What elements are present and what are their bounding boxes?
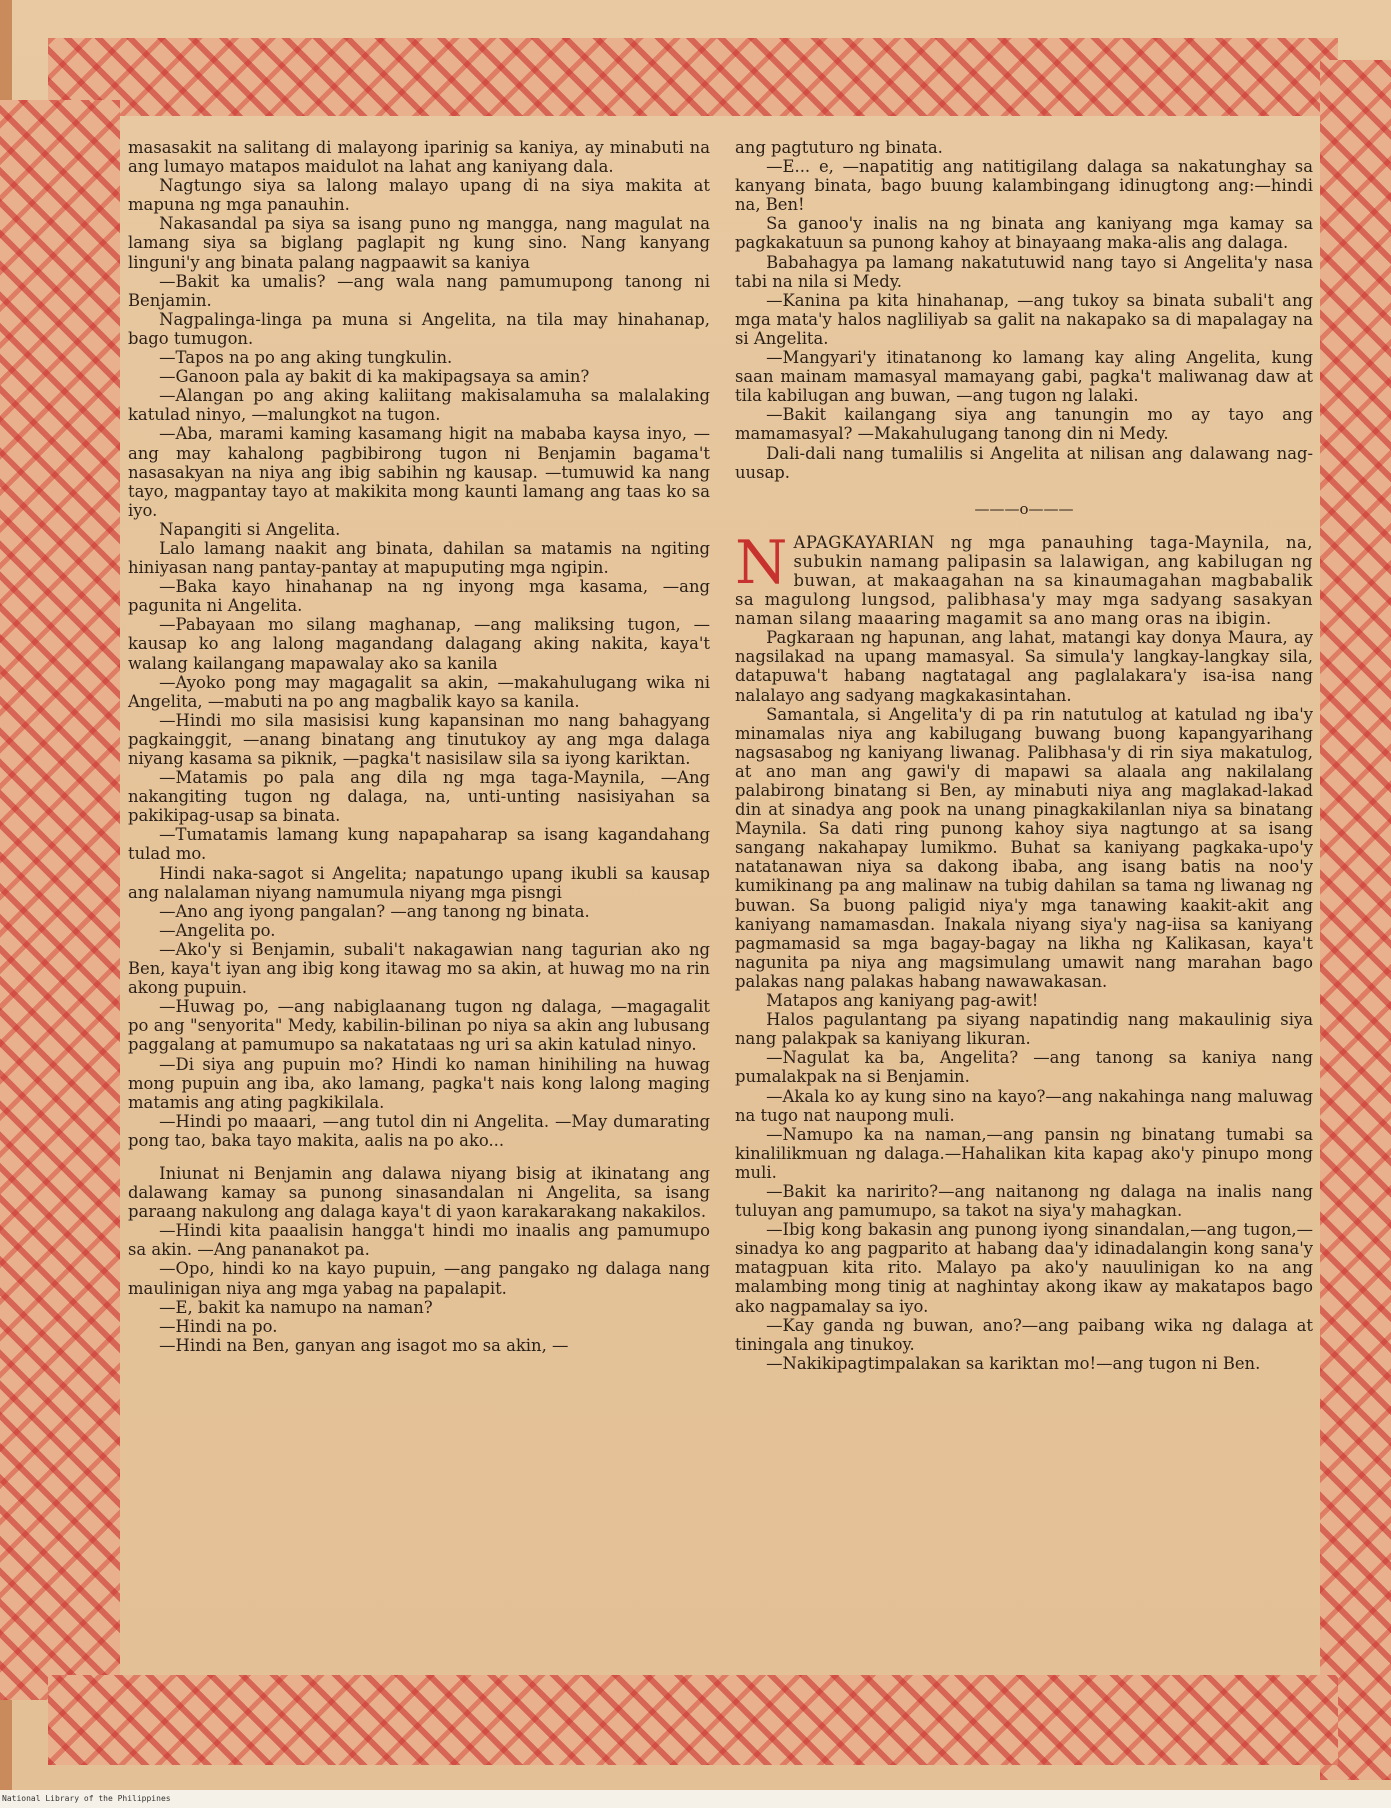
paragraph: —Ako'y si Benjamin, subali't nakagawian nang tagurian ako ng Ben, kaya't iyan ang ibig kong itawag mo sa akin, at huwag mo na rin akong pupuin. [128, 939, 710, 998]
paragraph: —Huwag po, —ang nabiglaanang tugon ng dalaga, —magagalit po ang "senyorita" Medy, kabilin-bilinan po niya sa akin ang lubusang paggalang at pamumupo sa nakatataas ng uri sa akin katulad ninyo. [128, 997, 710, 1055]
paragraph: —Hindi kita paaalisin hangga't hindi mo inaalis ang pamumupo sa akin. —Ang pananakot pa. [128, 1221, 710, 1260]
paragraph: Babahagya pa lamang nakatutuwid nang tayo si Angelita'y nasa tabi na nila si Medy. [735, 252, 1313, 291]
decorative-border-top [48, 38, 1338, 116]
paragraph: Pagkaraan ng hapunan, ang lahat, matangi kay donya Maura, ay nagsilakad na upang mamasyal. Sa simula'y langkay-langkay sila, datapuwa't habang nagtatagal ang paglalakara'y isa-isa nang nalalayo ang sadyang magkakasintahan. [735, 628, 1313, 705]
paragraph: —Matamis po pala ang dila ng mga taga-Maynila, —Ang nakangiting tugon ng dalaga, na, unti-unting nasisiyahan sa pakikipag-usap sa binata. [128, 768, 710, 826]
paragraph: Samantala, si Angelita'y di pa rin natutulog at katulad ng iba'y minamalas niya ang kabilugang buwang buong kapangyarihang nagsasabog ng kaniyang liwanag. Palibhasa'y di rin siya makatulog, at ano man ang gawi'y di mapawi sa alaala ang nakilalang palabirong binatang si Ben, ay minabuti niya ang maglakad-lakad din at sinadya ang pook na unang pinagkakilanlan niya sa binatang Maynila. Sa dati ring punong kahoy siya nagtungo at sa isang sangang nakahapay lumikmo. Buhat sa kaniyang pagkaka-upo'y natatanawan niya sa dakong ibaba, ang isang batis na noo'y kumikinang pa ang malinaw na tubig dahilan sa tama ng liwanag ng buwan. Sa buong paligid niya'y mga tanawing kaakit-akit ang kaniyang namamasdan. Inakala niyang siya'y nag-iisa sa kaniyang pagmamasid sa mga bagay-bagay na likha ng Kalikasan, kaya't nagunita pa niya ang magsimulang umawit nang marahan bago palakas nang palakas habang nawawakasan. [735, 704, 1313, 991]
right-text-column [735, 138, 1313, 1373]
paragraph: —Kanina pa kita hinahanap, —ang tukoy sa binata subali't ang mga mata'y halos nagliliyab sa galit na nakapako sa di mapalagay na si Angelita. [735, 290, 1313, 348]
paragraph: —Akala ko ay kung sino na kayo?—ang nakahinga nang maluwag na tugo nat naupong muli. [735, 1086, 1313, 1125]
right-column-bottom-text [735, 628, 1313, 1373]
paragraph: —Hindi mo sila masisisi kung kapansinan mo nang bahagyang pagkainggit, —anang binatang ang tinutukoy ay ang mga dalaga niyang kasama sa piknik, —pagka't nasisilaw sila sa iyong kariktan. [128, 710, 710, 768]
paragraph: —Bakit ka umalis? —ang wala nang pamumupong tanong ni Benjamin. [128, 271, 710, 310]
decorative-border-bottom [48, 1675, 1338, 1765]
paragraph: —Alangan po ang aking kaliitang makisalamuha sa malalaking katulad ninyo, —malungkot na tugon. [128, 386, 710, 425]
paragraph: —Ayoko pong may magagalit sa akin, —makahulugang wika ni Angelita, —mabuti na po ang magbalik kayo sa kanila. [128, 672, 710, 711]
paragraph: —Hindi po maaari, —ang tutol din ni Angelita. —May dumarating pong tao, baka tayo makita, aalis na po ako... [128, 1111, 710, 1150]
paragraph: Halos pagulantang pa siyang napatindig nang makaulinig siya nang palakpak sa kaniyang likuran. [735, 1010, 1313, 1049]
paragraph: —E... e, —napatitig ang natitigilang dalaga sa nakatunghay sa kanyang binata, bago buung kalambingang idinugtong ang:—hindi na, Ben! [735, 157, 1313, 215]
decorative-border-right [1320, 60, 1391, 1780]
section-separator: ———o——— [974, 499, 1074, 518]
dropcap-paragraph [735, 527, 1313, 629]
paragraph: ang pagtuturo ng binata. [735, 138, 943, 157]
paragraph: —Mangyari'y itinatanong ko lamang kay aling Angelita, kung saan mainam mamasyal mamayang gabi, pagka't maliwanag daw at tila kabilugan ang buwan, —ang tugon ng lalaki. [735, 348, 1313, 406]
paragraph: —Tumatamis lamang kung napapaharap sa isang kagandahang tulad mo. [128, 825, 710, 864]
right-column-top-text [735, 138, 1313, 482]
paragraph: —Ibig kong bakasin ang punong iyong sinandalan,—ang tugon,—sinadya ko ang pagparito at habang daa'y idinadalangin kong sana'y matagpuan kita rito. Malayo pa ako'y nauulinigan ko na ang malambing mong tinig at naghintay akong ikaw ay makatapos bago ako nagpamalay sa iyo. [735, 1220, 1313, 1316]
paragraph: —Nagulat ka ba, Angelita? —ang tanong sa kaniya nang pumalakpak na si Benjamin. [735, 1048, 1313, 1087]
paragraph: —Bakit ka naririto?—ang naitanong ng dalaga na inalis nang tuluyan ang pamumupo, sa takot na siya'y mahagkan. [735, 1181, 1313, 1221]
paragraph: —Ano ang iyong pangalan? —ang tanong ng binata. [159, 901, 590, 921]
paragraph: Nagpalinga-linga pa muna si Angelita, na tila may hinahanap, bago tumugon. [128, 309, 710, 348]
paragraph: —Baka kayo hinahanap na ng inyong mga kasama, —ang pagunita ni Angelita. [128, 577, 710, 616]
paragraph: —Opo, hindi ko na kayo pupuin, —ang pangako ng dalaga nang maulinigan niya ang mga yabag na papalapit. [128, 1259, 710, 1298]
paragraph: —Hindi na Ben, ganyan ang isagot mo sa akin, — [159, 1335, 569, 1355]
dropcap-letter: N [735, 527, 788, 598]
paragraph: —Ganoon pala ay bakit di ka makipagsaya sa amin? [159, 367, 590, 387]
footer-credit: National Library of the Philippines [0, 1790, 1391, 1808]
paragraph: —Pabayaan mo silang maghanap, —ang maliksing tugon, —kausap ko ang lalong magandang dalagang aking nakita, kaya't walang kailangang mapawalay ako sa kanila [128, 615, 710, 673]
paragraph: —Bakit kailangang siya ang tanungin mo ay tayo ang mamamasyal? —Makahulugang tanong din ni Medy. [735, 405, 1313, 444]
paragraph: —Angelita po. [159, 920, 276, 940]
left-text-column [128, 138, 710, 1355]
paragraph: Hindi naka-sagot si Angelita; napatungo upang ikubli sa kausap ang nalalaman niyang namumula niyang mga pisngi [128, 863, 710, 902]
paragraph: Nakasandal pa siya sa isang puno ng mangga, nang magulat na lamang siya sa biglang paglapit ng kung sino. Nang kanyang linguni'y ang binata palang nagpaawit sa kaniya [128, 214, 710, 272]
paragraph: —E, bakit ka namupo na naman? [159, 1297, 433, 1317]
paragraph: —Kay ganda ng buwan, ano?—ang paibang wika ng dalaga at tiningala ang tinukoy. [735, 1315, 1313, 1354]
paragraph: masasakit na salitang di malayong iparinig sa kaniya, ay minabuti na ang lumayo matapos maidulot na lahat ang kaniyang dala. [128, 138, 710, 177]
paragraph: Nagtungo siya sa lalong malayo upang di na siya makita at mapuna ng mga panauhin. [128, 176, 710, 215]
decorative-border-left [0, 100, 120, 1700]
paragraph: —Di siya ang pupuin mo? Hindi ko naman hinihiling na huwag mong pupuin ang iba, ako lamang, pagka't nais kong lalong maging matamis ang ating pagkikilala. [128, 1054, 710, 1112]
paragraph: —Hindi na po. [159, 1316, 278, 1336]
dropcap-paragraph-text: APAGKAYARIAN ng mga panauhing taga-Maynila, na, subukin namang palipasin sa lalawigan, ang kabilugan ng buwan, at makaagahan na sa kinaumagahan magbabalik sa magulong lungsod, palibhasa'y may mga sadyang sasakyan naman silang maaaring magamit sa ano mang oras na ibigin. [735, 532, 1313, 629]
paragraph: —Nakikipagtimpalakan sa kariktan mo!—ang tugon ni Ben. [766, 1353, 1261, 1373]
paragraph: Lalo lamang naakit ang binata, dahilan sa matamis na ngiting hiniyasan nang pantay-pantay at mapuputing mga ngipin. [128, 538, 710, 578]
paragraph: —Tapos na po ang aking tungkulin. [159, 348, 453, 368]
paragraph: Dali-dali nang tumalilis si Angelita at nilisan ang dalawang nag-uusap. [735, 443, 1313, 482]
paragraph: —Aba, marami kaming kasamang higit na mababa kaysa inyo, —ang may kahalong pagbibirong tugon ni Benjamin bagama't nasasakyan na niya ang ibig sabihin ng kausap. —tumuwid ka nang tayo, magpantay tayo at makikita mong kaunti lamang ang taas ko sa iyo. [128, 424, 710, 520]
paragraph: Iniunat ni Benjamin ang dalawa niyang bisig at ikinatang ang dalawang kamay sa punong sinasandalan ni Angelita, sa isang paraang nakulong ang dalaga kaya't di yaon karakarakang nakakilos. [128, 1163, 710, 1222]
paragraph: Matapos ang kaniyang pag-awit! [766, 991, 1039, 1011]
paragraph: Sa ganoo'y inalis na ng binata ang kaniyang mga kamay sa pagkakatuun sa punong kahoy at binayaang maka-alis ang dalaga. [735, 214, 1313, 253]
paragraph: Napangiti si Angelita. [159, 519, 341, 539]
paragraph: —Namupo ka na naman,—ang pansin ng binatang tumabi sa kinalilikmuan ng dalaga.—Hahalikan kita kapag ako'y pinupo mong muli. [735, 1124, 1313, 1182]
